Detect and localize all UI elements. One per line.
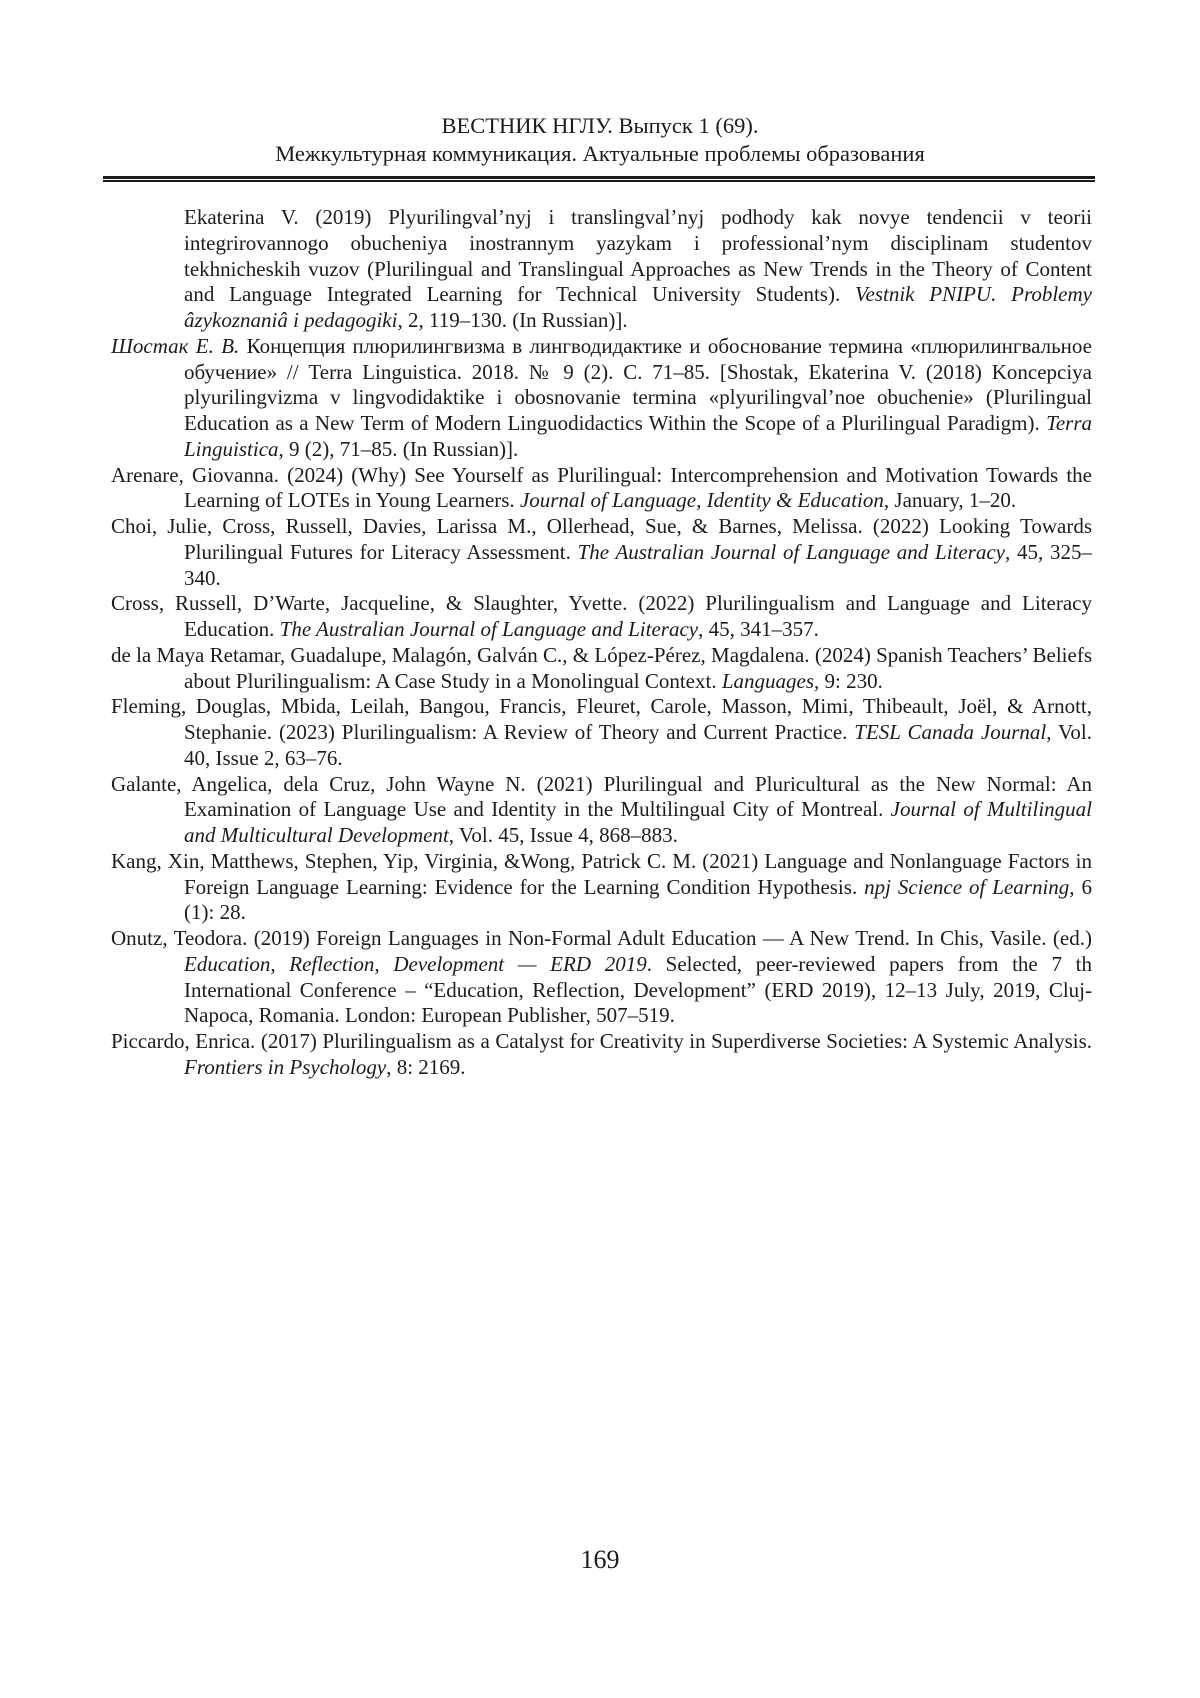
reference-source-italic: Languages [721, 668, 815, 693]
reference-entry [111, 643, 1092, 695]
reference-text: , 6 (1): 28. [184, 874, 1092, 925]
reference-source-italic: Шостак Е. В. [111, 333, 240, 358]
reference-text: Onutz, Teodora. (2019) Foreign Languages in Non-Formal Adult Education — A New Trend. In Chis, Vasile. (ed.) [111, 926, 1092, 950]
reference-text: , January, 1–20. [883, 488, 1017, 513]
reference-text: , 9: 230. [814, 668, 883, 693]
reference-text: Концепция плюрилингвизма в лингводидактике и обоснование термина «плюрилингвальное обучение» // Terra Linguistica. 2018. № 9 (2). С. 71–85. [Shostak, Ekaterina V. (2018) Koncepciya plyurilingvizma v lingvodidaktike i obosnovanie termina «plyurilingval’noe obuchenie» (Plurilingual Education as a New Term of Modern Linguodidactics Within the Scope of a Plurilingual Paradigm). [184, 333, 1093, 435]
reference-entry [111, 514, 1092, 591]
reference-text: , Vol. 45, Issue 4, 868–883. [448, 823, 678, 847]
reference-text: Galante, Angelica, dela Cruz, John Wayne N. (2021) Plurilingual and Pluricultural as the New Normal: An Examination of Language Use and Identity in the Multilingual City of Montreal. [111, 771, 1092, 822]
reference-source-italic: Terra Linguistica [184, 411, 1092, 461]
reference-source-italic: npj Science of Learning [864, 874, 1070, 899]
reference-text: Kang, Xin, Matthews, Stephen, Yip, Virginia, &Wong, Patrick C. M. (2021) Language and Nonlanguage Factors in Foreign Language Learning: Evidence for the Learning Condition Hypothesis. [111, 848, 1092, 899]
reference-entry [111, 849, 1092, 926]
reference-text: , Vol. 40, Issue 2, 63–76. [184, 720, 1092, 770]
references-list [111, 205, 1092, 1081]
reference-entry [111, 772, 1092, 849]
reference-entry [111, 694, 1092, 771]
reference-text: Arenare, Giovanna. (2024) (Why) See Yourself as Plurilingual: Intercomprehension and Motivation Towards the Learning of LOTEs in Young Learners. [111, 462, 1092, 513]
reference-text: Piccardo, Enrica. (2017) Plurilingualism as a Catalyst for Creativity in Superdiverse Societies: A Systemic Analysis. [111, 1029, 1092, 1053]
reference-text: , 8: 2169. [386, 1054, 466, 1079]
reference-source-italic: The Australian Journal of Language and Literacy [577, 539, 1005, 564]
reference-text: Choi, Julie, Cross, Russell, Davies, Larissa M., Ollerhead, Sue, & Barnes, Melissa. (2022) Looking Towards Plurilingual Futures for Literacy Assessment. [111, 514, 1092, 564]
reference-source-italic: Vestnik PNIPU. Problemy âzykoznaniâ i pedagogiki [184, 282, 1092, 332]
reference-source-italic: Journal of Multilingual and Multicultural Development [184, 797, 1092, 847]
reference-entry [111, 926, 1092, 1029]
reference-text: . Selected, peer-reviewed papers from the 7 th International Conference – “Education, Reflection, Development” (ERD 2019), 12–13 July, 2019, Cluj-Napoca, Romania. London: European Publisher, 507–519. [184, 951, 1092, 1028]
reference-text: , 2, 119–130. (In Russian)]. [397, 308, 628, 332]
reference-entry [111, 334, 1092, 463]
reference-entry [111, 591, 1092, 643]
reference-source-italic: Journal of Language, Identity & Education [519, 488, 884, 513]
reference-text: , 45, 341–357. [698, 617, 819, 641]
reference-entry [111, 463, 1092, 515]
reference-text: , 45, 325–340. [184, 539, 1092, 590]
page-header [0, 112, 1200, 168]
reference-entry [111, 205, 1092, 334]
journal-subtitle: Межкультурная коммуникация. Актуальные проблемы образования [275, 141, 925, 166]
reference-source-italic: TESL Canada Journal [854, 720, 1047, 744]
page-number: 169 [580, 1545, 620, 1574]
reference-text: Ekaterina V. (2019) Plyurilingval’nyj i translingval’nyj podhody kak novye tendencii v teorii integrirovannogo obucheniya inostrannym yazykam i professional’nym disciplinam studentov tekhnicheskih vuzov (Plurilingual and Translingual Approaches as New Trends in the Theory of Content and Language Integrated Learning for Technical University Students). [184, 205, 1092, 307]
reference-entry [111, 1029, 1092, 1081]
reference-text: de la Maya Retamar, Guadalupe, Malagón, Galván C., & López-Pérez, Magdalena. (2024) Spanish Teachers’ Beliefs about Plurilingualism: A Case Study in a Monolingual Context. [111, 642, 1092, 693]
reference-text: , 9 (2), 71–85. (In Russian)]. [278, 436, 519, 461]
reference-source-italic: Frontiers in Psychology [184, 1054, 387, 1079]
reference-text: Fleming, Douglas, Mbida, Leilah, Bangou, Francis, Fleuret, Carole, Masson, Mimi, Thibeault, Joël, & Arnott, Stephanie. (2023) Plurilingualism: A Review of Theory and Current Practice. [111, 694, 1092, 744]
journal-title: ВЕСТНИК НГЛУ. Выпуск 1 (69). [441, 113, 759, 138]
reference-text: Cross, Russell, D’Warte, Jacqueline, & Slaughter, Yvette. (2022) Plurilingualism and Language and Literacy Education. [111, 591, 1092, 641]
reference-source-italic: The Australian Journal of Language and Literacy [279, 617, 699, 641]
header-divider-rule [103, 176, 1095, 182]
reference-source-italic: Education, Reflection, Development — ERD 2019 [184, 951, 647, 976]
